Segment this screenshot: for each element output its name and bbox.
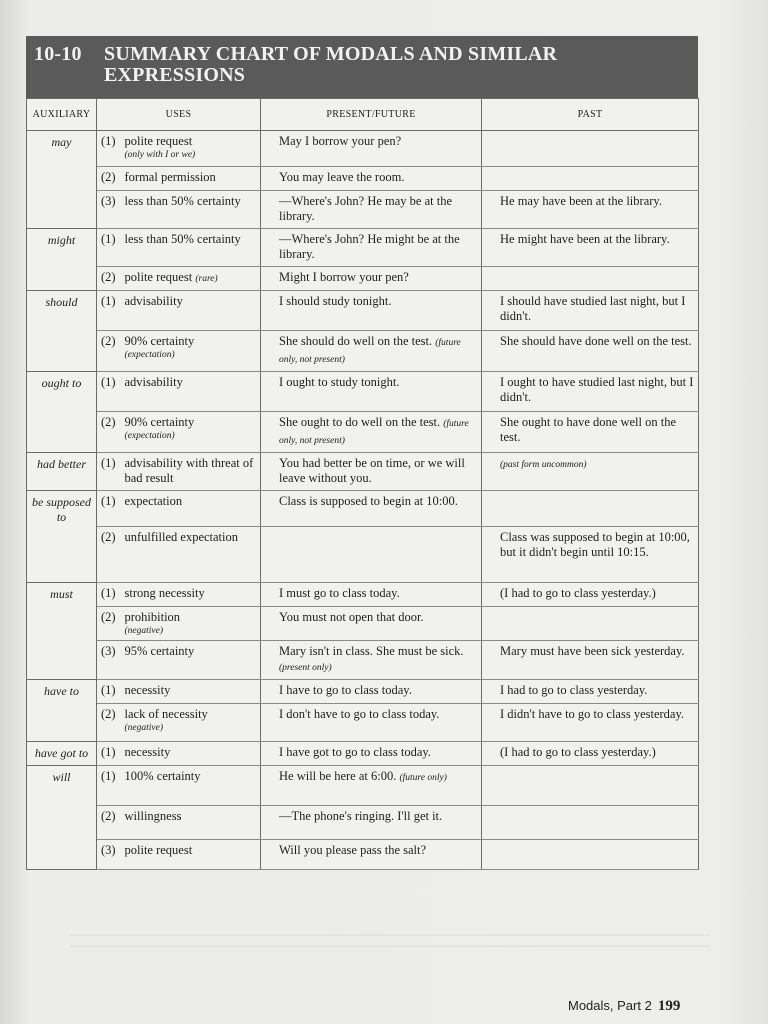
present-future-cell xyxy=(261,229,482,267)
present-example: I have got to go to class today. xyxy=(279,745,431,759)
use-text: necessity xyxy=(124,683,171,697)
table-row xyxy=(27,412,699,453)
table-row xyxy=(27,742,699,766)
table-row xyxy=(27,191,699,229)
use-cell xyxy=(123,607,261,641)
use-text: 100% certainty xyxy=(124,769,201,783)
present-example: He will be here at 6:00. xyxy=(279,769,397,783)
past-example: He may have been at the library. xyxy=(500,194,662,208)
present-future-cell xyxy=(261,491,482,527)
auxiliary-cell: might xyxy=(27,229,97,291)
table-row xyxy=(27,840,699,870)
use-text: necessity xyxy=(124,745,171,759)
present-future-cell xyxy=(261,583,482,607)
table-row xyxy=(27,641,699,680)
use-note: (only with I or we) xyxy=(124,150,196,160)
auxiliary-cell: may xyxy=(27,131,97,229)
past-cell xyxy=(482,607,699,641)
use-cell xyxy=(123,806,261,840)
present-future-cell xyxy=(261,412,482,453)
auxiliary-cell: be supposed to xyxy=(27,491,97,583)
use-text: expectation xyxy=(124,494,183,508)
table-row xyxy=(27,527,699,583)
past-cell xyxy=(482,704,699,742)
present-future-cell xyxy=(261,131,482,167)
present-note: (future only, not present) xyxy=(279,338,461,365)
present-future-cell xyxy=(261,167,482,191)
use-text: willingness xyxy=(124,809,182,823)
use-number: (1) xyxy=(97,372,123,412)
use-number: (3) xyxy=(97,840,123,870)
table-body xyxy=(27,131,699,870)
use-note: (negative) xyxy=(124,723,164,733)
page-footer xyxy=(568,998,680,1015)
use-cell xyxy=(123,229,261,267)
chart-title-line-1: SUMMARY CHART OF MODALS AND SIMILAR xyxy=(104,43,558,65)
page-number: 199 xyxy=(657,998,681,1014)
use-cell xyxy=(123,766,261,806)
table-row xyxy=(27,491,699,527)
use-text: advisability xyxy=(124,294,183,308)
use-cell xyxy=(123,267,261,291)
use-text: prohibition xyxy=(124,610,181,624)
present-future-cell xyxy=(261,766,482,806)
table-row xyxy=(27,229,699,267)
use-number: (1) xyxy=(97,229,123,267)
use-cell xyxy=(123,742,261,766)
auxiliary-cell: should xyxy=(27,291,97,372)
present-example: She should do well on the test. xyxy=(279,334,433,348)
auxiliary-cell: ought to xyxy=(27,372,97,453)
bleed-through-text xyxy=(70,925,710,955)
modals-table xyxy=(26,98,699,870)
use-text: advisability with threat of bad result xyxy=(124,456,254,485)
use-number: (1) xyxy=(97,453,123,491)
use-number: (3) xyxy=(97,641,123,680)
use-cell xyxy=(123,641,261,680)
present-future-cell xyxy=(261,607,482,641)
use-cell xyxy=(123,453,261,491)
table-row xyxy=(27,267,699,291)
present-future-cell xyxy=(261,191,482,229)
section-number: 10-10 xyxy=(34,43,82,65)
use-cell xyxy=(123,491,261,527)
present-example: She ought to do well on the test. xyxy=(279,415,441,429)
chapter-label: Modals, Part 2 xyxy=(568,998,652,1013)
past-cell xyxy=(482,453,699,491)
present-future-cell xyxy=(261,806,482,840)
use-cell xyxy=(123,412,261,453)
present-note: (future only) xyxy=(399,773,447,783)
use-number: (2) xyxy=(97,806,123,840)
present-future-cell xyxy=(261,641,482,680)
past-example: I ought to have studied last night, but I didn't. xyxy=(500,375,694,404)
past-example: He might have been at the library. xyxy=(500,232,670,246)
auxiliary-cell: have got to xyxy=(27,742,97,766)
present-future-cell xyxy=(261,527,482,583)
table-header-row xyxy=(27,99,699,131)
past-example: I had to go to class yesterday. xyxy=(500,683,648,697)
header-auxiliary: AUXILIARY xyxy=(27,99,97,131)
present-example: May I borrow your pen? xyxy=(279,134,402,148)
present-future-cell xyxy=(261,704,482,742)
use-text: 90% certainty xyxy=(124,334,195,348)
use-text: 95% certainty xyxy=(124,644,195,658)
past-example: (I had to go to class yesterday.) xyxy=(500,586,656,600)
past-example: (I had to go to class yesterday.) xyxy=(500,745,656,759)
present-example: Mary isn't in class. She must be sick. xyxy=(279,644,464,658)
use-number: (1) xyxy=(97,291,123,331)
use-number: (1) xyxy=(97,766,123,806)
past-cell xyxy=(482,291,699,331)
past-example: I should have studied last night, but I didn't. xyxy=(500,294,686,323)
use-number: (3) xyxy=(97,191,123,229)
use-number: (2) xyxy=(97,412,123,453)
use-text: polite request xyxy=(124,270,193,284)
past-cell xyxy=(482,331,699,372)
use-cell xyxy=(123,331,261,372)
present-example: I must go to class today. xyxy=(279,586,400,600)
table-row xyxy=(27,372,699,412)
past-cell xyxy=(482,806,699,840)
table-row xyxy=(27,607,699,641)
use-cell xyxy=(123,167,261,191)
use-number: (2) xyxy=(97,267,123,291)
use-text: formal permission xyxy=(124,170,216,184)
use-note: (negative) xyxy=(124,626,164,636)
auxiliary-cell: must xyxy=(27,583,97,680)
present-example: Might I borrow your pen? xyxy=(279,270,409,284)
use-cell xyxy=(123,583,261,607)
past-example: She should have done well on the test. xyxy=(500,334,692,348)
past-cell xyxy=(482,527,699,583)
auxiliary-cell: have to xyxy=(27,680,97,742)
present-example: You may leave the room. xyxy=(279,170,405,184)
present-future-cell xyxy=(261,331,482,372)
present-example: You had better be on time, or we will leave without you. xyxy=(279,456,465,485)
chart-title xyxy=(104,44,557,86)
table-row xyxy=(27,704,699,742)
use-cell xyxy=(123,372,261,412)
past-cell xyxy=(482,641,699,680)
use-text: polite request xyxy=(124,843,193,857)
past-cell xyxy=(482,412,699,453)
chart-title-line-2: EXPRESSIONS xyxy=(104,64,246,86)
past-cell xyxy=(482,840,699,870)
past-cell xyxy=(482,267,699,291)
use-number: (2) xyxy=(97,607,123,641)
use-number: (1) xyxy=(97,131,123,167)
table-row xyxy=(27,131,699,167)
past-example: (past form uncommon) xyxy=(500,460,587,470)
past-cell xyxy=(482,680,699,704)
use-cell xyxy=(123,527,261,583)
past-example: She ought to have done well on the test. xyxy=(500,415,677,444)
use-text: polite request xyxy=(124,134,193,148)
past-cell xyxy=(482,583,699,607)
use-number: (1) xyxy=(97,583,123,607)
past-cell xyxy=(482,372,699,412)
use-cell xyxy=(123,840,261,870)
table-row xyxy=(27,167,699,191)
use-number: (1) xyxy=(97,680,123,704)
table-row xyxy=(27,453,699,491)
use-number: (1) xyxy=(97,491,123,527)
use-text: lack of necessity xyxy=(124,707,208,721)
table-row xyxy=(27,680,699,704)
past-cell xyxy=(482,229,699,267)
present-example: I have to go to class today. xyxy=(279,683,412,697)
use-note: (expectation) xyxy=(124,350,175,360)
present-note: (future only, not present) xyxy=(279,419,469,446)
use-text: unfulfilled expectation xyxy=(124,530,239,544)
auxiliary-cell: had better xyxy=(27,453,97,491)
header-past: PAST xyxy=(482,99,699,131)
use-note: (expectation) xyxy=(124,431,175,441)
present-example: I should study tonight. xyxy=(279,294,392,308)
table-row xyxy=(27,806,699,840)
past-cell xyxy=(482,191,699,229)
present-future-cell xyxy=(261,840,482,870)
present-example: —Where's John? He may be at the library. xyxy=(279,194,453,223)
present-note: (present only) xyxy=(279,663,332,673)
use-text: 90% certainty xyxy=(124,415,195,429)
use-number: (2) xyxy=(97,331,123,372)
use-text: strong necessity xyxy=(124,586,205,600)
present-future-cell xyxy=(261,742,482,766)
present-future-cell xyxy=(261,453,482,491)
table-row xyxy=(27,291,699,331)
use-cell xyxy=(123,191,261,229)
past-cell xyxy=(482,131,699,167)
use-cell xyxy=(123,291,261,331)
past-cell xyxy=(482,742,699,766)
header-uses: USES xyxy=(97,99,261,131)
use-cell xyxy=(123,704,261,742)
use-number: (2) xyxy=(97,527,123,583)
use-number: (2) xyxy=(97,704,123,742)
use-cell xyxy=(123,680,261,704)
use-text: advisability xyxy=(124,375,183,389)
use-number: (1) xyxy=(97,742,123,766)
present-future-cell xyxy=(261,267,482,291)
auxiliary-cell: will xyxy=(27,766,97,870)
present-example: You must not open that door. xyxy=(279,610,424,624)
present-future-cell xyxy=(261,291,482,331)
use-note: (rare) xyxy=(195,274,218,284)
past-cell xyxy=(482,766,699,806)
chart-title-bar xyxy=(26,36,698,98)
present-example: I don't have to go to class today. xyxy=(279,707,440,721)
present-example: Will you please pass the salt? xyxy=(279,843,427,857)
use-cell xyxy=(123,131,261,167)
past-cell xyxy=(482,167,699,191)
past-example: I didn't have to go to class yesterday. xyxy=(500,707,685,721)
past-example: Class was supposed to begin at 10:00, but it didn't begin until 10:15. xyxy=(500,530,690,559)
table-row xyxy=(27,766,699,806)
present-example: —Where's John? He might be at the library. xyxy=(279,232,460,261)
use-text: less than 50% certainty xyxy=(124,232,241,246)
table-row xyxy=(27,583,699,607)
present-example: I ought to study tonight. xyxy=(279,375,400,389)
summary-chart xyxy=(26,36,698,870)
present-future-cell xyxy=(261,372,482,412)
present-example: —The phone's ringing. I'll get it. xyxy=(279,809,443,823)
table-row xyxy=(27,331,699,372)
use-text: less than 50% certainty xyxy=(124,194,241,208)
header-present-future: PRESENT/FUTURE xyxy=(261,99,482,131)
past-cell xyxy=(482,491,699,527)
past-example: Mary must have been sick yesterday. xyxy=(500,644,685,658)
present-future-cell xyxy=(261,680,482,704)
present-example: Class is supposed to begin at 10:00. xyxy=(279,494,458,508)
use-number: (2) xyxy=(97,167,123,191)
